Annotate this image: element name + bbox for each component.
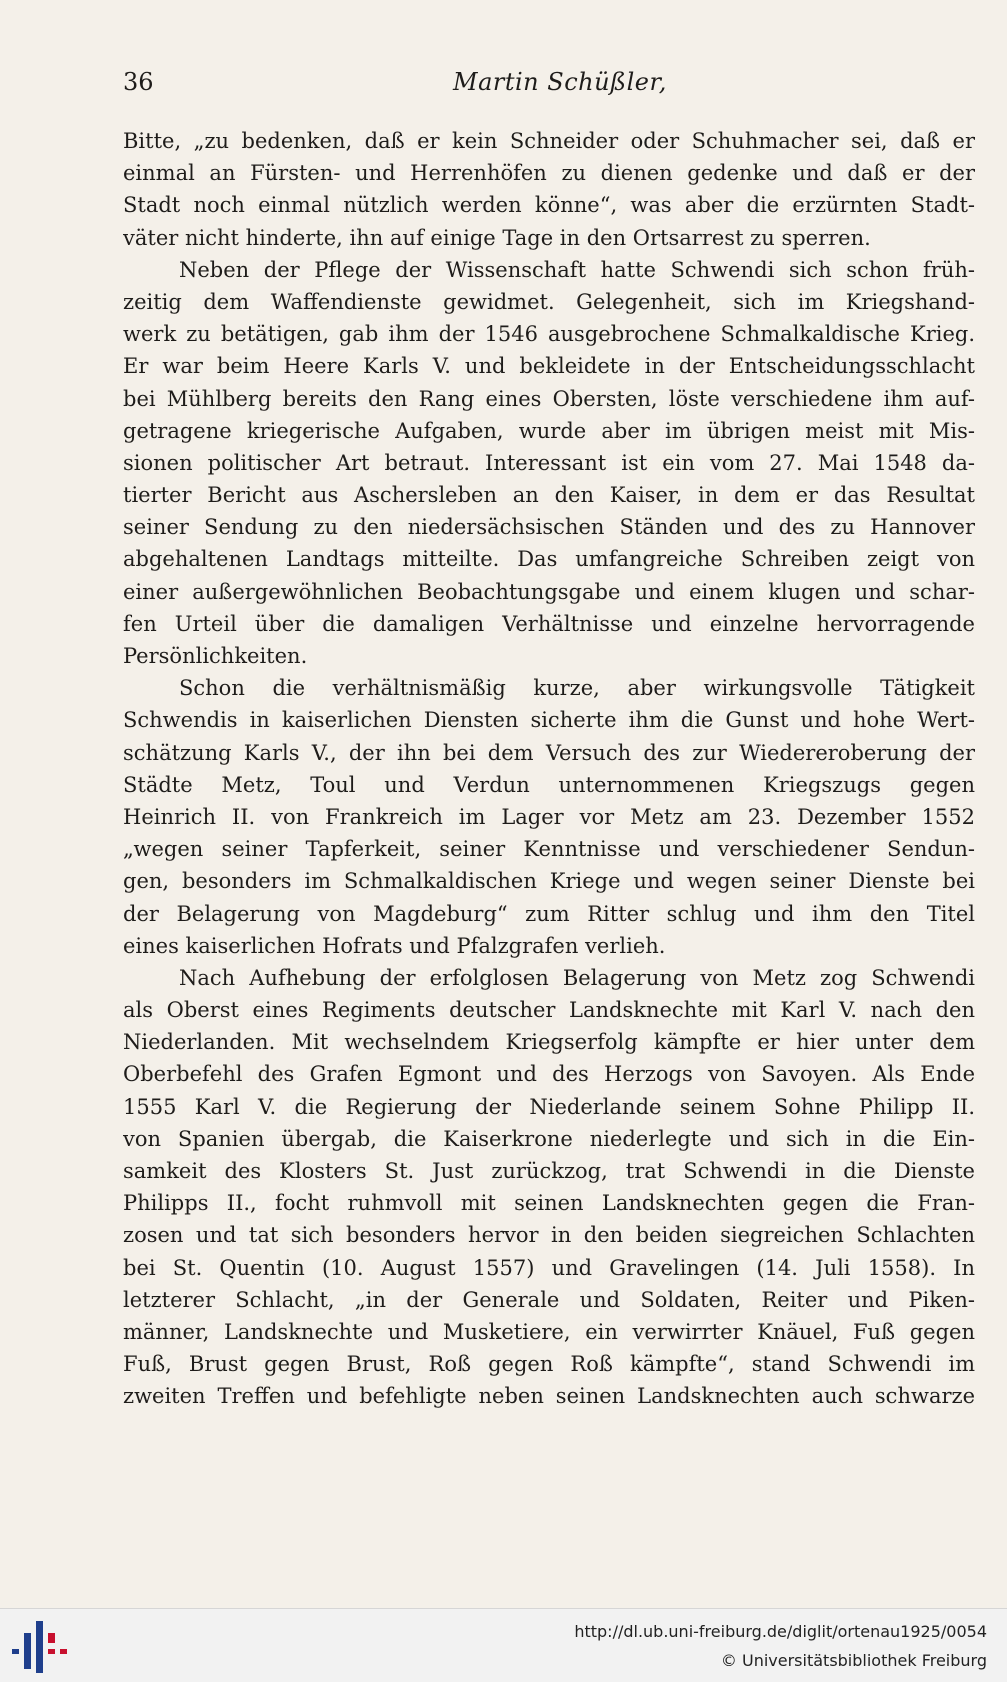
text-line: 1555 Karl V. die Regierung der Niederlande seinem Sohne Philipp II. (123, 1094, 975, 1119)
text-line: abgehaltenen Landtags mitteilte. Das umfangreiche Schreiben zeigt von (123, 547, 975, 572)
document-url-link[interactable]: http://dl.ub.uni-freiburg.de/diglit/ortenau1925/0054 (574, 1622, 987, 1641)
text-line: Fuß, Brust gegen Brust, Roß gegen Roß kämpfte“, stand Schwendi im (123, 1352, 975, 1377)
text-line: Niederlanden. Mit wechselndem Kriegserfolg kämpfte er hier unter dem (123, 1030, 975, 1055)
text-line: letzterer Schlacht, „in der Generale und Soldaten, Reiter und Piken- (123, 1287, 975, 1312)
text-line: zeitig dem Waffendienste gewidmet. Gelegenheit, sich im Kriegshand- (123, 289, 975, 314)
text-line: Schwendis in kaiserlichen Diensten sicherte ihm die Gunst und hohe Wert- (123, 708, 975, 733)
text-line: Nach Aufhebung der erfolglosen Belagerung von Metz zog Schwendi (179, 965, 975, 990)
page-number: 36 (123, 68, 154, 96)
text-line: schätzung Karls V., der ihn bei dem Versuch des zur Wiedereroberung der (123, 740, 975, 765)
text-line: Schon die verhältnismäßig kurze, aber wirkungsvolle Tätigkeit (179, 676, 975, 701)
copyright-notice: © Universitätsbibliothek Freiburg (720, 1651, 987, 1670)
text-line: bei St. Quentin (10. August 1557) und Gravelingen (14. Juli 1558). In (123, 1255, 975, 1280)
text-line: fen Urteil über die damaligen Verhältnisse und einzelne hervorragende (123, 611, 975, 636)
text-line: Philipps II., focht ruhmvoll mit seinen Landsknechten gegen die Fran- (123, 1191, 975, 1216)
text-line: samkeit des Klosters St. Just zurückzog, trat Schwendi in die Dienste (123, 1159, 975, 1183)
text-line: einmal an Fürsten- und Herrenhöfen zu dienen gedenke und daß er der (123, 161, 975, 186)
body-text (123, 125, 975, 1413)
text-line: sionen politischer Art betraut. Interessant ist ein vom 27. Mai 1548 da- (123, 450, 975, 475)
ub-freiburg-logo-icon (8, 1619, 68, 1675)
text-line: väter nicht hinderte, ihn auf einige Tage in den Ortsarrest zu sperren. (123, 225, 871, 250)
text-line: zosen und tat sich besonders hervor in den beiden siegreichen Schlachten (123, 1223, 975, 1248)
text-line: von Spanien übergab, die Kaiserkrone niederlegte und sich in die Ein- (123, 1126, 975, 1151)
text-line: „wegen seiner Tapferkeit, seiner Kenntnisse und verschiedener Sendun- (123, 837, 975, 862)
running-head: Martin Schüßler, (453, 68, 667, 96)
text-line: zweiten Treffen und befehligte neben seinen Landsknechten auch schwarze (123, 1384, 975, 1409)
page-header (123, 62, 975, 102)
text-line: werk zu betätigen, gab ihm der 1546 ausgebrochene Schmalkaldische Krieg. (123, 322, 975, 347)
text-line: als Oberst eines Regiments deutscher Landsknechte mit Karl V. nach den (123, 998, 975, 1023)
text-line: Neben der Pflege der Wissenschaft hatte Schwendi sich schon früh- (179, 257, 975, 282)
text-line: tierter Bericht aus Aschersleben an den Kaiser, in dem er das Resultat (123, 483, 975, 508)
text-line: eines kaiserlichen Hofrats und Pfalzgrafen verlieh. (123, 933, 666, 958)
text-line: Er war beim Heere Karls V. und bekleidete in der Entscheidungsschlacht (123, 354, 975, 379)
text-line: der Belagerung von Magdeburg“ zum Ritter schlug und ihm den Titel (123, 901, 975, 926)
text-line: Städte Metz, Toul und Verdun unternommenen Kriegszugs gegen (123, 772, 975, 797)
text-line: Heinrich II. von Frankreich im Lager vor Metz am 23. Dezember 1552 (123, 804, 975, 829)
viewer-footer (0, 1608, 1007, 1682)
text-line: Oberbefehl des Grafen Egmont und des Herzogs von Savoyen. Als Ende (123, 1062, 975, 1087)
text-line: einer außergewöhnlichen Beobachtungsgabe und einem klugen und schar- (123, 579, 975, 604)
text-line: Persönlichkeiten. (123, 644, 308, 668)
text-line: getragene kriegerische Aufgaben, wurde aber im übrigen meist mit Mis- (123, 418, 975, 443)
text-line: seiner Sendung zu den niedersächsischen Ständen und des zu Hannover (123, 515, 975, 540)
text-line: männer, Landsknechte und Musketiere, ein verwirrter Knäuel, Fuß gegen (123, 1319, 975, 1344)
text-line: bei Mühlberg bereits den Rang eines Obersten, löste verschiedene ihm auf- (123, 386, 975, 411)
text-line: gen, besonders im Schmalkaldischen Kriege und wegen seiner Dienste bei (123, 869, 975, 894)
text-line: Bitte, „zu bedenken, daß er kein Schneider oder Schuhmacher sei, daß er (123, 129, 975, 153)
text-line: Stadt noch einmal nützlich werden könne“, was aber die erzürnten Stadt- (123, 193, 975, 218)
